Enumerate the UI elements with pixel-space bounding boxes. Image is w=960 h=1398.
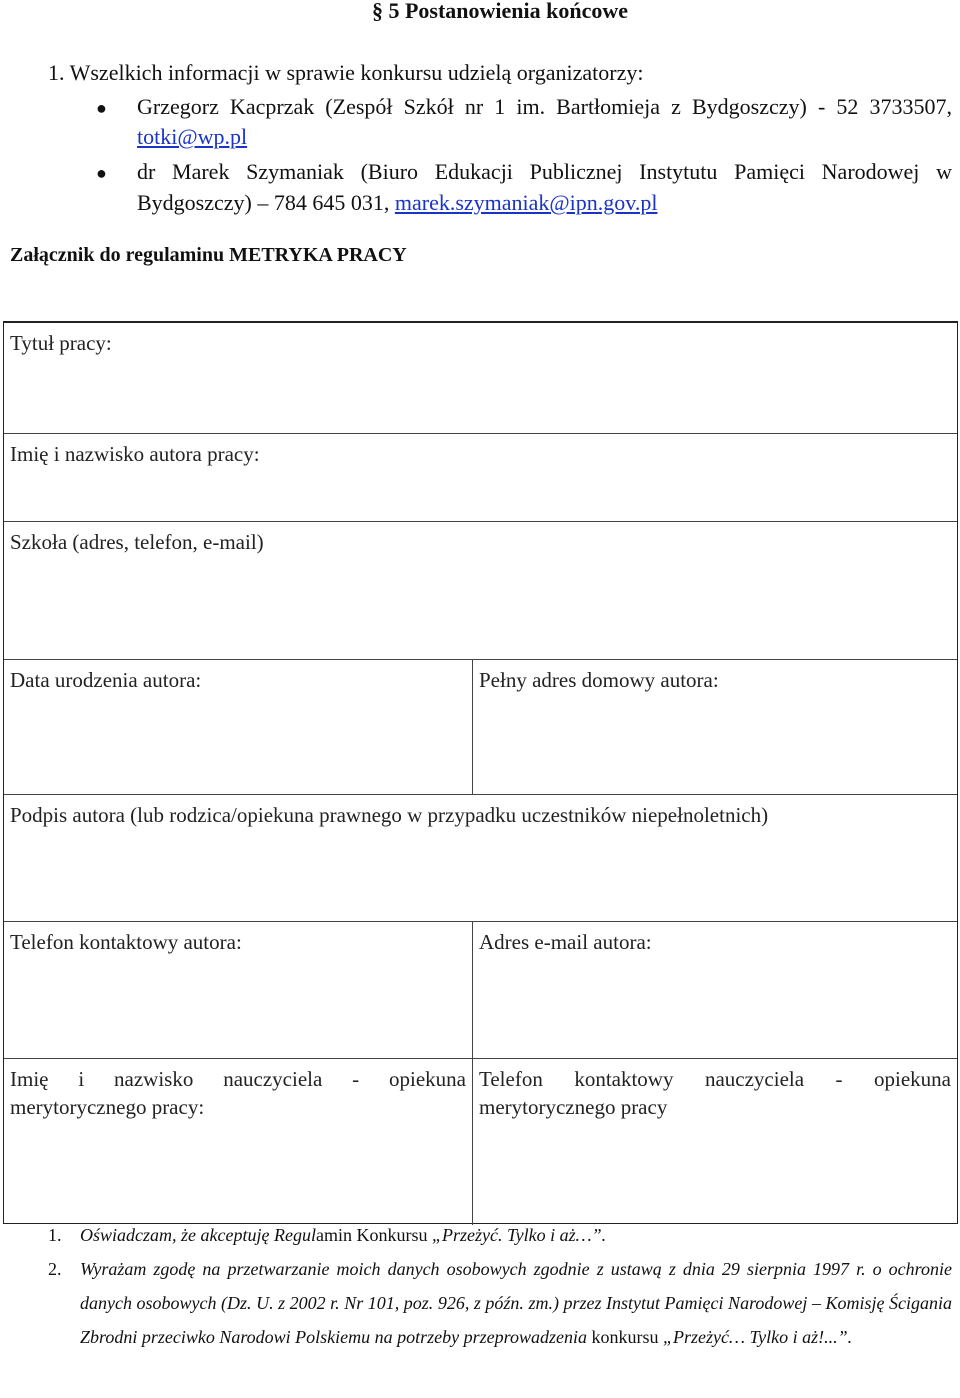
form-row-birth-address xyxy=(4,659,957,795)
form-row-title xyxy=(4,323,957,433)
birth-date-label: Data urodzenia autora: xyxy=(10,668,202,692)
declaration-2-part-d: konkursu xyxy=(587,1327,663,1347)
home-address-label: Pełny adres domowy autora: xyxy=(479,668,719,692)
contact-1-email-line xyxy=(137,122,952,152)
declaration-2-number: 2. xyxy=(48,1259,62,1279)
contact-1-email-link[interactable]: totki@wp.pl xyxy=(137,124,248,149)
phone-field[interactable] xyxy=(4,922,472,1059)
email-field[interactable] xyxy=(472,922,957,1059)
teacher-name-label: Imię i nazwisko nauczyciela - opiekuna merytorycznego pracy: xyxy=(10,1067,466,1119)
declaration-2-part-a: Wyrażam zgodę na przetwarzanie moich danych osobowych xyxy=(80,1259,527,1279)
declaration-1-part-b: amin Konkursu xyxy=(315,1225,432,1245)
email-label: Adres e-mail autora: xyxy=(479,930,652,954)
work-metric-form xyxy=(3,321,958,1224)
author-name-label: Imię i nazwisko autora pracy: xyxy=(10,442,260,466)
contact-2-email-link[interactable]: marek.szymaniak@ipn.gov.pl xyxy=(394,190,658,215)
info-item-1: 1. Wszelkich informacji w sprawie konkursu udzielą organizatorzy: xyxy=(48,60,644,85)
title-field[interactable] xyxy=(4,323,957,433)
contact-1-line: Grzegorz Kacprzak (Zespół Szkół nr 1 im. Bartłomieja z Bydgoszczy) - 52 3733507, xyxy=(137,94,952,119)
teacher-name-field[interactable] xyxy=(4,1059,472,1225)
school-field[interactable] xyxy=(4,522,957,660)
declaration-2-part-b: zgodnie z ustawą z dnia 29 sierpnia 1997 r. o ochronie danych osobowych (Dz. U. z 2002 r. Nr 101, poz. 926, z późn. zm.) przez Instytut Pamięci Narodowej xyxy=(80,1259,953,1313)
contact-2-line: dr Marek Szymaniak (Biuro Edukacji Publicznej Instytutu Pamięci Narodowej w xyxy=(137,159,952,184)
declaration-1-part-c: „Przeżyć. Tylko i aż…”. xyxy=(431,1225,607,1245)
title-label: Tytuł pracy: xyxy=(10,331,112,355)
form-row-school xyxy=(4,521,957,660)
declaration-1-number: 1. xyxy=(48,1225,62,1245)
contact-2-line-2 xyxy=(137,188,952,218)
declaration-2-part-c: – Komisję Ścigania Zbrodni przeciwko Narodowi Polskiemu na potrzeby przeprowadzenia xyxy=(80,1293,953,1347)
attachment-title: Załącznik do regulaminu METRYKA PRACY xyxy=(10,244,407,266)
signature-label: Podpis autora (lub rodzica/opiekuna prawnego w przypadku uczestników niepełnoletnich) xyxy=(10,803,769,827)
section-heading: § 5 Postanowienia końcowe xyxy=(371,0,629,23)
declaration-1 xyxy=(48,1218,952,1252)
teacher-phone-label: Telefon kontaktowy nauczyciela - opiekuna merytorycznego pracy xyxy=(479,1067,951,1119)
declaration-1-text xyxy=(80,1218,952,1252)
form-row-signature xyxy=(4,794,957,922)
birth-date-field[interactable] xyxy=(4,660,472,795)
form-row-author-name xyxy=(4,433,957,522)
contact-2-phone: Bydgoszczy) – 784 645 031, xyxy=(137,190,395,215)
teacher-phone-field[interactable] xyxy=(472,1059,957,1225)
declaration-1-part-a: Oświadczam, że akceptuję Regul xyxy=(80,1225,316,1245)
form-row-contact xyxy=(4,921,957,1059)
school-label: Szkoła (adres, telefon, e-mail) xyxy=(10,530,264,554)
signature-field[interactable] xyxy=(4,795,957,922)
form-row-teacher xyxy=(4,1058,957,1225)
bullet-icon: ● xyxy=(96,163,107,183)
declaration-2 xyxy=(48,1252,952,1354)
bullet-icon: ● xyxy=(96,98,107,118)
home-address-field[interactable] xyxy=(472,660,957,795)
declaration-2-part-e: „Przeżyć… Tylko i aż!...”. xyxy=(663,1327,853,1347)
declaration-2-text xyxy=(80,1252,952,1354)
phone-label: Telefon kontaktowy autora: xyxy=(10,930,242,954)
author-name-field[interactable] xyxy=(4,434,957,522)
